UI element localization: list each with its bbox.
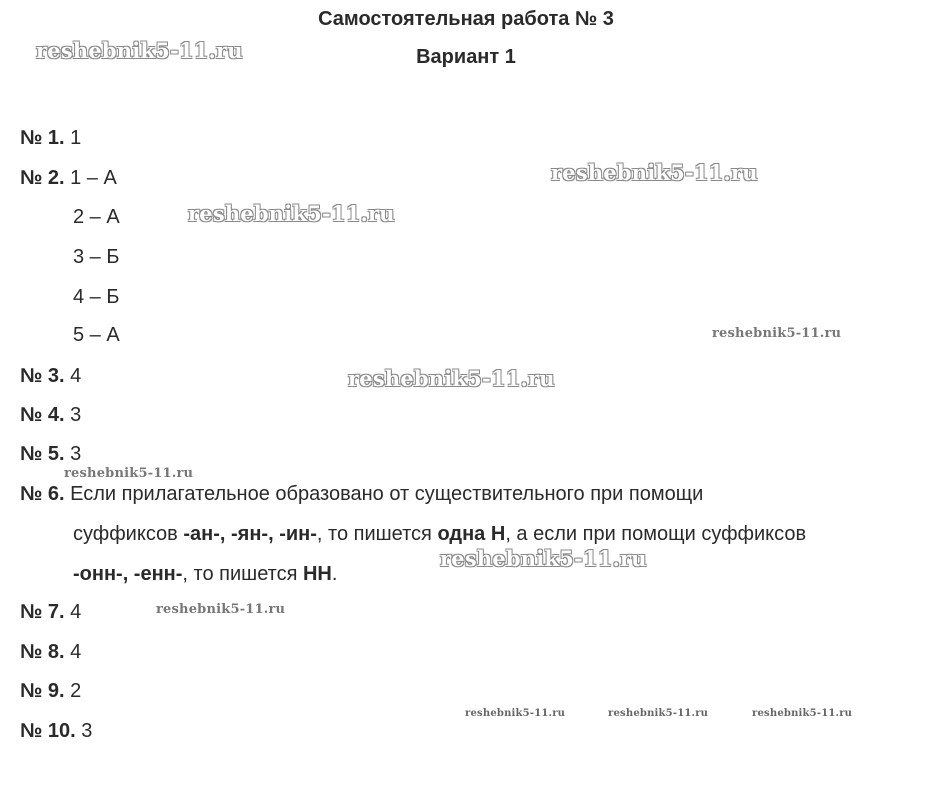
answer-8 <box>20 640 81 664</box>
answer-1 <box>20 126 81 150</box>
answer-value: 3 <box>81 720 93 742</box>
answer-value: 2 <box>70 680 82 702</box>
answer-value: 1 <box>70 127 82 149</box>
watermark: reshebnik5-11.ru <box>188 201 395 226</box>
answer-number: № 3. <box>20 365 65 387</box>
answer-number: № 10. <box>20 720 76 742</box>
answer-4 <box>20 403 81 427</box>
answer-value: 3 <box>70 443 82 465</box>
answer-value: 3 <box>70 404 82 426</box>
answer-6-line-3 <box>73 562 337 586</box>
answer-match-item: 1 – А <box>70 167 117 189</box>
watermark: reshebnik5-11.ru <box>156 602 286 617</box>
answer-number: № 4. <box>20 404 65 426</box>
answer-value: 4 <box>70 641 82 663</box>
answer-7 <box>20 600 81 624</box>
rule-text: , а если при помощи суффиксов <box>505 523 807 545</box>
rule-nn: НН <box>302 563 332 585</box>
watermark: reshebnik5-11.ru <box>551 160 758 185</box>
watermark: reshebnik5-11.ru <box>64 466 194 481</box>
answer-value: 4 <box>70 365 82 387</box>
answer-number: № 2. <box>20 167 65 189</box>
rule-text: , то пишется <box>182 563 303 585</box>
watermark: reshebnik5-11.ru <box>348 366 555 391</box>
answer-number: № 6. <box>20 483 65 505</box>
rule-text: Если прилагательное образовано от существительного при помощи <box>70 483 704 505</box>
answer-10 <box>20 719 92 743</box>
watermark: reshebnik5-11.ru <box>752 708 853 719</box>
answer-number: № 8. <box>20 641 65 663</box>
rule-text: , то пишется <box>316 523 438 545</box>
answer-9 <box>20 679 81 703</box>
watermark: reshebnik5-11.ru <box>712 326 842 341</box>
watermark: reshebnik5-11.ru <box>608 708 709 719</box>
rule-suffixes: -ан-, -ян-, -ин- <box>183 523 317 545</box>
answer-5 <box>20 442 81 466</box>
answer-3 <box>20 364 81 388</box>
page-title: Самостоятельная работа № 3 <box>318 8 614 30</box>
answer-6-line-1 <box>20 482 703 506</box>
watermark: reshebnik5-11.ru <box>36 38 243 63</box>
answer-value: 4 <box>70 601 82 623</box>
answer-match-item: 2 – А <box>73 206 120 228</box>
rule-one-n: одна Н <box>437 523 506 545</box>
answer-match-item: 5 – А <box>73 324 120 346</box>
rule-text: суффиксов <box>73 523 184 545</box>
answer-number: № 7. <box>20 601 65 623</box>
answer-6-line-2 <box>73 522 806 546</box>
answer-number: № 1. <box>20 127 65 149</box>
answer-number: № 5. <box>20 443 65 465</box>
answer-2 <box>20 166 117 190</box>
rule-suffixes: -онн-, -енн- <box>73 563 183 585</box>
answer-number: № 9. <box>20 680 65 702</box>
rule-text: . <box>331 563 338 585</box>
watermark: reshebnik5-11.ru <box>465 708 566 719</box>
variant-heading: Вариант 1 <box>416 46 516 68</box>
watermark: reshebnik5-11.ru <box>440 546 647 571</box>
answer-match-item: 4 – Б <box>73 286 120 308</box>
answer-match-item: 3 – Б <box>73 246 120 268</box>
